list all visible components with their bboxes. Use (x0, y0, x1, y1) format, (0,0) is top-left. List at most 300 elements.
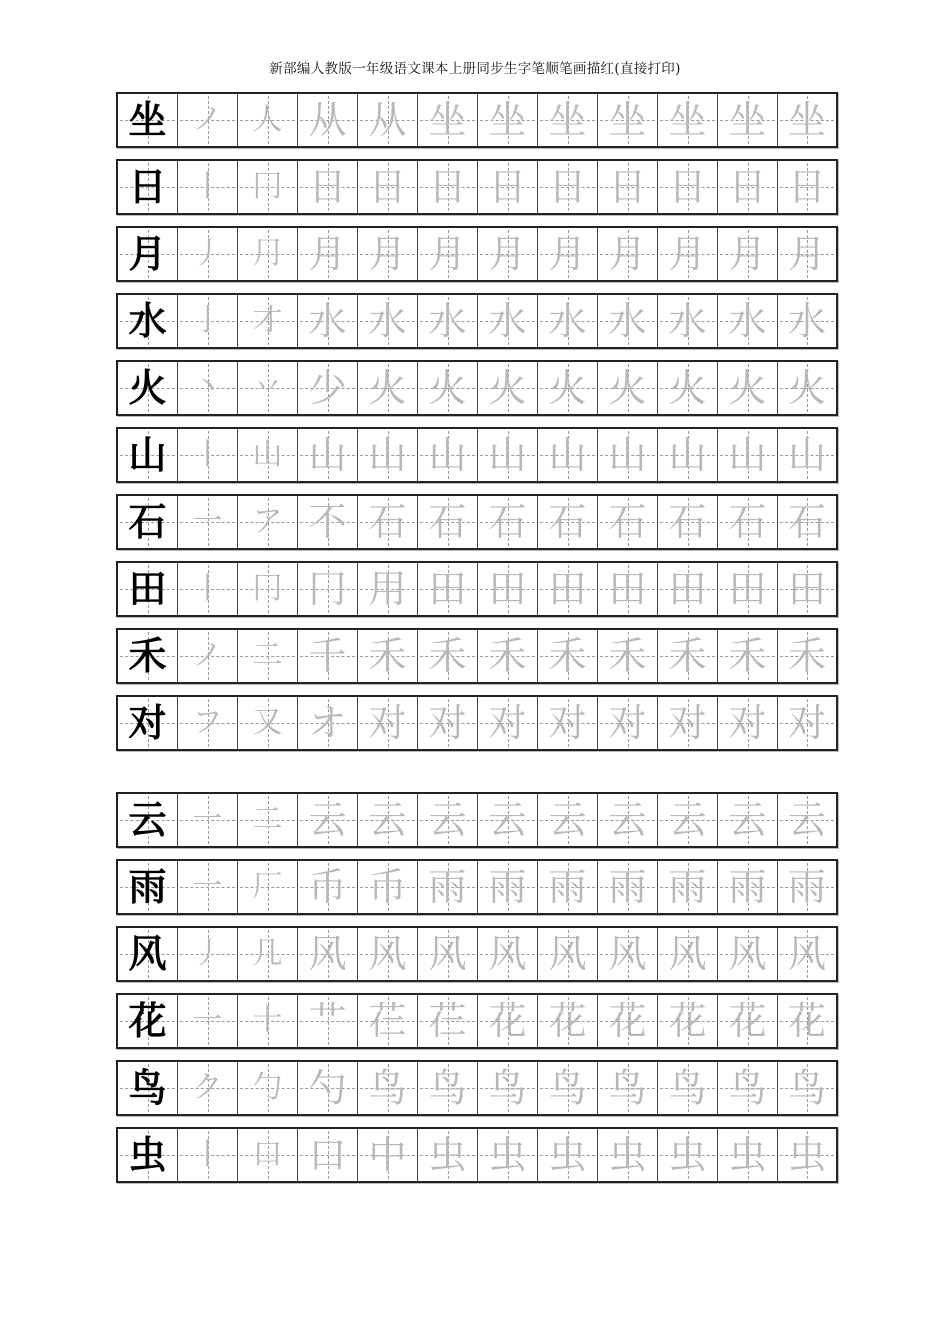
stroke-step: 日 (368, 165, 407, 209)
trace-cell (778, 563, 836, 615)
stroke-step: 月 (308, 232, 347, 276)
trace-cell (418, 295, 478, 347)
trace-cell (358, 94, 418, 146)
trace-cell (418, 496, 478, 548)
model-character-cell (118, 794, 178, 846)
stroke-step: 从 (308, 98, 347, 142)
page-title: 新部编人教版一年级语文课本上册同步生字笔顺笔画描红(直接打印) (269, 61, 681, 77)
stroke-step: 水 (668, 299, 707, 343)
trace-cell (538, 563, 598, 615)
trace-cell (718, 228, 778, 280)
trace-cell (478, 861, 538, 913)
trace-cell (418, 362, 478, 414)
trace-cell (658, 928, 718, 980)
stroke-step: 少 (308, 366, 347, 410)
trace-cell (658, 228, 718, 280)
stroke-step: 水 (488, 299, 527, 343)
stroke-step: 坐 (488, 98, 527, 142)
stroke-step: 花 (548, 999, 587, 1043)
trace-cell (418, 630, 478, 682)
stroke-step: 山 (608, 433, 647, 477)
trace-cell (598, 295, 658, 347)
trace-cell (778, 496, 836, 548)
trace-cell (538, 1062, 598, 1114)
trace-cell (718, 362, 778, 414)
model-character-cell (118, 496, 178, 548)
trace-cell (658, 362, 718, 414)
stroke-step: 火 (428, 366, 467, 410)
practice-row (116, 494, 838, 550)
trace-cell (718, 928, 778, 980)
stroke-step: 口 (252, 1137, 283, 1172)
trace-cell (598, 794, 658, 846)
stroke-step: 风 (488, 932, 527, 976)
stroke-step: 一 (192, 869, 223, 904)
trace-cell (658, 429, 718, 481)
stroke-step: 云 (428, 798, 467, 842)
stroke-step: 风 (668, 932, 707, 976)
model-character-cell (118, 161, 178, 213)
stroke-step: 山 (428, 433, 467, 477)
trace-cell (538, 429, 598, 481)
stroke-step: 花 (668, 999, 707, 1043)
stroke-step: 禾 (488, 634, 527, 678)
stroke-step: 鸟 (728, 1066, 767, 1110)
stroke-step: 对 (787, 701, 826, 745)
stroke-step: 二 (252, 638, 283, 673)
trace-cell (598, 94, 658, 146)
stroke-step: 田 (787, 567, 826, 611)
trace-cell (478, 161, 538, 213)
trace-cell (598, 563, 658, 615)
trace-cell (598, 995, 658, 1047)
model-character: 雨 (128, 865, 167, 909)
practice-row (116, 159, 838, 215)
stroke-step: 对 (548, 701, 587, 745)
trace-cell (478, 362, 538, 414)
practice-row (116, 427, 838, 483)
stroke-step: オ (308, 701, 347, 745)
trace-cell (358, 295, 418, 347)
model-character-cell (118, 1062, 178, 1114)
stroke-step: 火 (728, 366, 767, 410)
practice-row (116, 561, 838, 617)
trace-cell (358, 1129, 418, 1181)
trace-cell (718, 161, 778, 213)
stroke-step: 田 (668, 567, 707, 611)
trace-cell (238, 995, 298, 1047)
trace-cell (718, 794, 778, 846)
stroke-step: ⺆ (252, 236, 283, 271)
stroke-step: 禾 (548, 634, 587, 678)
trace-cell (598, 1129, 658, 1181)
trace-cell (358, 794, 418, 846)
stroke-step: 丨 (192, 1137, 223, 1172)
trace-cell (718, 563, 778, 615)
stroke-step: 从 (368, 98, 407, 142)
stroke-step: 冂 (308, 567, 347, 611)
trace-cell (358, 861, 418, 913)
trace-cell (178, 1062, 238, 1114)
stroke-step: 花 (787, 999, 826, 1043)
trace-cell (478, 496, 538, 548)
model-character: 坐 (128, 98, 167, 142)
trace-cell (298, 630, 358, 682)
trace-cell (238, 861, 298, 913)
stroke-step: ア (252, 504, 283, 539)
trace-cell (778, 861, 836, 913)
trace-cell (658, 630, 718, 682)
trace-cell (478, 228, 538, 280)
trace-cell (178, 1129, 238, 1181)
trace-cell (178, 995, 238, 1047)
trace-cell (418, 1062, 478, 1114)
stroke-step: 一 (192, 504, 223, 539)
stroke-step: 水 (728, 299, 767, 343)
stroke-step: 火 (548, 366, 587, 410)
trace-cell (418, 995, 478, 1047)
stroke-step: 山 (787, 433, 826, 477)
stroke-step: 勺 (308, 1066, 347, 1110)
model-character-cell (118, 861, 178, 913)
stroke-step: 水 (787, 299, 826, 343)
trace-cell (358, 161, 418, 213)
trace-cell (298, 295, 358, 347)
trace-cell (598, 1062, 658, 1114)
model-character: 山 (128, 433, 167, 477)
stroke-step: 花 (488, 999, 527, 1043)
stroke-step: 田 (728, 567, 767, 611)
stroke-step: 花 (608, 999, 647, 1043)
trace-cell (298, 1062, 358, 1114)
trace-cell (598, 228, 658, 280)
stroke-step: 田 (488, 567, 527, 611)
stroke-step: 鸟 (668, 1066, 707, 1110)
stroke-step: 风 (608, 932, 647, 976)
model-character-cell (118, 995, 178, 1047)
trace-cell (658, 563, 718, 615)
trace-cell (298, 995, 358, 1047)
trace-cell (178, 429, 238, 481)
stroke-step: 用 (368, 567, 407, 611)
trace-cell (778, 1062, 836, 1114)
practice-row (116, 926, 838, 982)
practice-grid-group-1 (116, 92, 838, 762)
trace-cell (178, 928, 238, 980)
stroke-step: 坐 (728, 98, 767, 142)
trace-cell (658, 1129, 718, 1181)
trace-cell (298, 161, 358, 213)
trace-cell (778, 295, 836, 347)
stroke-step: 花 (728, 999, 767, 1043)
trace-cell (478, 630, 538, 682)
stroke-step: 雨 (608, 865, 647, 909)
stroke-step: 火 (668, 366, 707, 410)
stroke-step: 芢 (368, 999, 407, 1043)
model-character-cell (118, 94, 178, 146)
trace-cell (718, 94, 778, 146)
trace-cell (718, 496, 778, 548)
stroke-step: 云 (728, 798, 767, 842)
stroke-step: 田 (548, 567, 587, 611)
model-character: 火 (128, 366, 167, 410)
stroke-step: 云 (308, 798, 347, 842)
stroke-step: 火 (488, 366, 527, 410)
trace-cell (418, 228, 478, 280)
trace-cell (778, 429, 836, 481)
trace-cell (178, 362, 238, 414)
model-character: 月 (128, 232, 167, 276)
trace-cell (298, 928, 358, 980)
model-character: 日 (128, 165, 167, 209)
stroke-step: 山 (548, 433, 587, 477)
trace-cell (658, 697, 718, 749)
stroke-step: 口 (308, 1133, 347, 1177)
trace-cell (778, 1129, 836, 1181)
trace-cell (178, 697, 238, 749)
trace-cell (778, 928, 836, 980)
stroke-step: 对 (488, 701, 527, 745)
trace-cell (538, 630, 598, 682)
stroke-step: 月 (728, 232, 767, 276)
model-character: 云 (128, 798, 167, 842)
stroke-step: 云 (668, 798, 707, 842)
stroke-step: 日 (488, 165, 527, 209)
stroke-step: 山 (368, 433, 407, 477)
trace-cell (598, 362, 658, 414)
trace-cell (298, 794, 358, 846)
trace-cell (718, 861, 778, 913)
trace-cell (178, 563, 238, 615)
trace-cell (658, 496, 718, 548)
trace-cell (418, 563, 478, 615)
trace-cell (598, 496, 658, 548)
practice-row (116, 360, 838, 416)
stroke-step: 鸟 (368, 1066, 407, 1110)
trace-cell (478, 794, 538, 846)
trace-cell (358, 228, 418, 280)
stroke-step: 禾 (368, 634, 407, 678)
trace-cell (358, 429, 418, 481)
stroke-step: 风 (548, 932, 587, 976)
stroke-step: 千 (308, 634, 347, 678)
stroke-step: 雨 (548, 865, 587, 909)
stroke-step: 丨 (192, 437, 223, 472)
stroke-step: 月 (488, 232, 527, 276)
trace-cell (598, 697, 658, 749)
stroke-step: 火 (608, 366, 647, 410)
model-character-cell (118, 228, 178, 280)
model-character: 水 (128, 299, 167, 343)
trace-cell (718, 1129, 778, 1181)
stroke-step: 山 (668, 433, 707, 477)
stroke-step: 芢 (428, 999, 467, 1043)
stroke-step: 日 (608, 165, 647, 209)
trace-cell (478, 94, 538, 146)
trace-cell (418, 794, 478, 846)
stroke-step: 十 (252, 1003, 283, 1038)
trace-cell (238, 295, 298, 347)
stroke-step: 月 (368, 232, 407, 276)
stroke-step: 丶 (192, 370, 223, 405)
trace-cell (478, 563, 538, 615)
trace-cell (358, 995, 418, 1047)
stroke-step: 日 (787, 165, 826, 209)
trace-cell (718, 1062, 778, 1114)
stroke-step: 山 (488, 433, 527, 477)
stroke-step: 禾 (787, 634, 826, 678)
stroke-step: 虫 (668, 1133, 707, 1177)
trace-cell (778, 161, 836, 213)
trace-cell (538, 995, 598, 1047)
stroke-step: 水 (428, 299, 467, 343)
stroke-step: 风 (787, 932, 826, 976)
trace-cell (358, 928, 418, 980)
trace-cell (178, 496, 238, 548)
model-character-cell (118, 697, 178, 749)
stroke-step: 一 (192, 802, 223, 837)
trace-cell (478, 295, 538, 347)
stroke-step: 云 (608, 798, 647, 842)
practice-row (116, 859, 838, 915)
stroke-step: 风 (728, 932, 767, 976)
stroke-step: 鸟 (488, 1066, 527, 1110)
stroke-step: 火 (787, 366, 826, 410)
model-character: 田 (128, 567, 167, 611)
trace-cell (718, 995, 778, 1047)
trace-cell (778, 794, 836, 846)
practice-row (116, 628, 838, 684)
trace-cell (238, 794, 298, 846)
trace-cell (298, 563, 358, 615)
stroke-step: 日 (668, 165, 707, 209)
trace-cell (658, 161, 718, 213)
stroke-step: 云 (548, 798, 587, 842)
stroke-step: 对 (668, 701, 707, 745)
stroke-step: 田 (428, 567, 467, 611)
trace-cell (418, 928, 478, 980)
stroke-step: 石 (428, 500, 467, 544)
stroke-step: 禾 (428, 634, 467, 678)
trace-cell (598, 928, 658, 980)
trace-cell (238, 429, 298, 481)
model-character-cell (118, 563, 178, 615)
stroke-step: 山 (308, 433, 347, 477)
stroke-step: 禾 (728, 634, 767, 678)
trace-cell (718, 630, 778, 682)
stroke-step: 云 (368, 798, 407, 842)
stroke-step: 日 (728, 165, 767, 209)
trace-cell (358, 1062, 418, 1114)
stroke-step: 坐 (787, 98, 826, 142)
trace-cell (478, 928, 538, 980)
practice-row (116, 92, 838, 148)
trace-cell (598, 429, 658, 481)
stroke-step: ク (192, 1070, 223, 1105)
stroke-step: 币 (308, 865, 347, 909)
stroke-step: 二 (252, 802, 283, 837)
stroke-step: 月 (608, 232, 647, 276)
stroke-step: 丨 (192, 169, 223, 204)
trace-cell (358, 362, 418, 414)
stroke-step: 石 (488, 500, 527, 544)
trace-cell (298, 429, 358, 481)
trace-cell (358, 630, 418, 682)
stroke-step: 雨 (488, 865, 527, 909)
trace-cell (418, 429, 478, 481)
stroke-step: 日 (428, 165, 467, 209)
stroke-step: 坐 (668, 98, 707, 142)
model-character-cell (118, 362, 178, 414)
model-character: 对 (128, 701, 167, 745)
stroke-step: 才 (252, 303, 283, 338)
stroke-step: 对 (368, 701, 407, 745)
trace-cell (418, 1129, 478, 1181)
stroke-step: ノ (192, 638, 223, 673)
trace-cell (778, 697, 836, 749)
model-character-cell (118, 429, 178, 481)
trace-cell (178, 861, 238, 913)
trace-cell (178, 630, 238, 682)
trace-cell (778, 362, 836, 414)
trace-cell (718, 295, 778, 347)
stroke-step: 雨 (668, 865, 707, 909)
trace-cell (298, 228, 358, 280)
trace-cell (178, 794, 238, 846)
model-character: 石 (128, 500, 167, 544)
trace-cell (238, 362, 298, 414)
trace-cell (598, 861, 658, 913)
trace-cell (298, 861, 358, 913)
trace-cell (478, 429, 538, 481)
stroke-step: 风 (368, 932, 407, 976)
stroke-step: 对 (608, 701, 647, 745)
trace-cell (538, 496, 598, 548)
stroke-step: 对 (728, 701, 767, 745)
trace-cell (538, 161, 598, 213)
trace-cell (658, 861, 718, 913)
model-character: 花 (128, 999, 167, 1043)
stroke-step: 坐 (548, 98, 587, 142)
trace-cell (238, 496, 298, 548)
stroke-step: 月 (668, 232, 707, 276)
trace-cell (598, 630, 658, 682)
trace-cell (178, 94, 238, 146)
trace-cell (658, 995, 718, 1047)
stroke-step: 云 (488, 798, 527, 842)
stroke-step: 山 (252, 437, 283, 472)
trace-cell (418, 697, 478, 749)
trace-cell (178, 295, 238, 347)
stroke-step: 冂 (252, 571, 283, 606)
stroke-step: 艹 (308, 999, 347, 1043)
trace-cell (358, 496, 418, 548)
stroke-step: ノ (192, 102, 223, 137)
trace-cell (298, 362, 358, 414)
model-character: 风 (128, 932, 167, 976)
stroke-step: 鸟 (608, 1066, 647, 1110)
trace-cell (418, 861, 478, 913)
model-character-cell (118, 295, 178, 347)
stroke-step: 山 (728, 433, 767, 477)
stroke-step: 水 (308, 299, 347, 343)
stroke-step: 风 (308, 932, 347, 976)
stroke-step: 虫 (428, 1133, 467, 1177)
trace-cell (778, 630, 836, 682)
model-character-cell (118, 630, 178, 682)
stroke-step: 火 (368, 366, 407, 410)
trace-cell (538, 697, 598, 749)
